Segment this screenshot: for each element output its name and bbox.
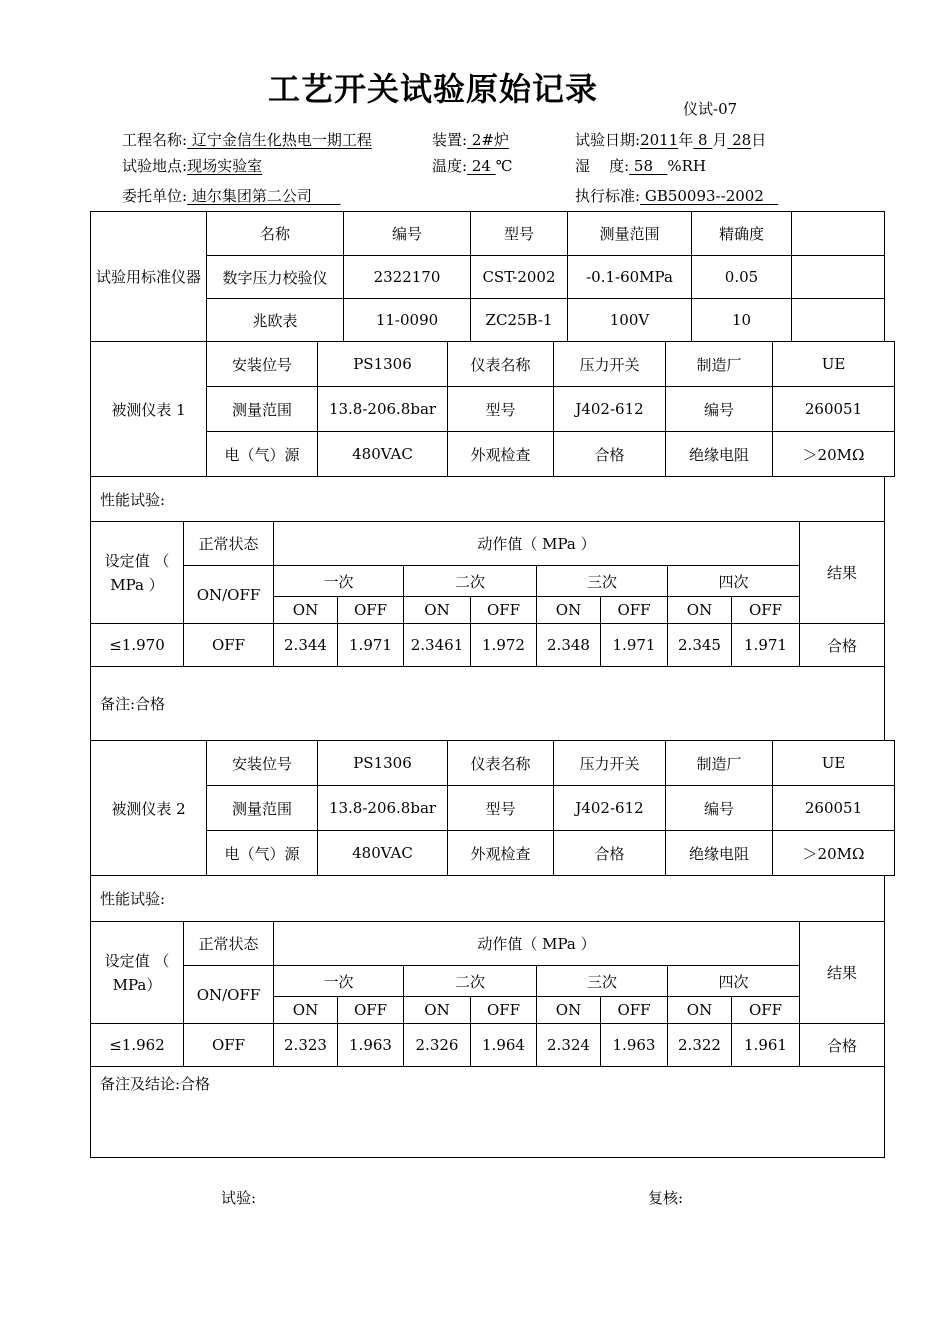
meter1-cell: 编号 [666,387,773,432]
meter2-trial-3: 三次 [537,966,668,997]
meter2-result-label: 结果 [800,922,885,1024]
project-value: 辽宁金信生化热电一期工程 [187,131,372,149]
meter2-section-label: 被测仪表 2 [91,741,207,876]
device-label: 装置: [432,131,468,149]
meter1-value: 2.348 [537,624,601,667]
meter2-on-label: ON [537,997,601,1024]
meter1-cell: 绝缘电阻 [666,432,773,477]
meter2-off-label: OFF [471,997,537,1024]
meter2-result: 合格 [800,1024,885,1067]
tester-label: 试验: [221,1189,257,1207]
std-cell: ZC25B-1 [471,299,568,342]
meter1-normal-label: 正常状态 [184,522,274,566]
date-year-unit: 年 [678,131,694,149]
meter2-cell: 电（气）源 [207,831,318,876]
meter2-cell: 260051 [773,786,895,831]
meter1-cell: 安装位号 [207,342,318,387]
client-field [122,185,340,206]
meter2-cell: 安装位号 [207,741,318,786]
meter1-setpoint-label: 设定值 （ MPa ） [91,522,184,624]
std-cell: 数字压力校验仪 [207,256,344,299]
meter1-trial-3: 三次 [537,566,668,597]
date-month: 8 [693,131,713,149]
meter1-cell: 260051 [773,387,895,432]
client-label: 委托单位: [122,187,188,205]
meter2-trial-4: 四次 [668,966,800,997]
meter2-cell: 编号 [666,786,773,831]
meter2-cell: 型号 [448,786,554,831]
meter2-cell: ＞20MΩ [773,831,895,876]
meter1-result-label: 结果 [800,522,885,624]
meter2-off-label: OFF [601,997,668,1024]
temp-value: 24 [467,157,496,175]
meter2-onoff-label: ON/OFF [184,966,274,1024]
form-code: 仪试-07 [683,100,738,118]
meter1-normal: OFF [184,624,274,667]
meter1-value: 1.971 [601,624,668,667]
std-header-range: 测量范围 [568,212,692,256]
meter1-off-label: OFF [338,597,404,624]
meter2-value: 1.964 [471,1024,537,1067]
std-header-blank [792,212,885,256]
meter2-value: 2.323 [274,1024,338,1067]
meter1-section-label: 被测仪表 1 [91,342,207,477]
temp-unit: ℃ [495,157,513,175]
project-field [122,129,372,150]
meter2-off-label: OFF [338,997,404,1024]
meter2-remark: 备注及结论:合格 [91,1067,885,1158]
meter1-cell: 电（气）源 [207,432,318,477]
meter1-cell: 型号 [448,387,554,432]
std-header-model: 型号 [471,212,568,256]
meter2-perf-table [90,875,885,1158]
std-header-serial: 编号 [344,212,471,256]
meter2-value: 1.963 [338,1024,404,1067]
device-field [432,129,509,150]
meter2-cell: 480VAC [318,831,448,876]
meter1-off-label: OFF [601,597,668,624]
page-title: 工艺开关试验原始记录 [268,70,599,108]
standard-value: GB50093--2002 [640,187,779,205]
meter1-value: 1.972 [471,624,537,667]
std-section-label: 试验用标准仪器 [91,212,207,342]
meter1-cell: 480VAC [318,432,448,477]
humidity-unit: %RH [667,157,706,175]
meter1-on-label: ON [274,597,338,624]
meter2-off-label: OFF [732,997,800,1024]
meter1-onoff-label: ON/OFF [184,566,274,624]
meter1-cell: PS1306 [318,342,448,387]
meter2-value: 2.326 [404,1024,471,1067]
meter1-cell: 13.8-206.8bar [318,387,448,432]
meter2-cell: J402-612 [554,786,666,831]
date-year: 2011 [640,131,679,149]
reviewer-label: 复核: [648,1189,684,1207]
date-month-unit: 月 [712,131,728,149]
humidity-label: 湿 度: [575,157,630,175]
meter2-cell: 制造厂 [666,741,773,786]
meter1-trial-4: 四次 [668,566,800,597]
site-field [122,155,262,176]
meter1-value: 1.971 [338,624,404,667]
std-cell: -0.1-60MPa [568,256,692,299]
meter1-cell: 仪表名称 [448,342,554,387]
meter1-info-table [90,341,895,477]
meter2-normal: OFF [184,1024,274,1067]
std-cell: 11-0090 [344,299,471,342]
meter2-cell: 压力开关 [554,741,666,786]
std-cell: 2322170 [344,256,471,299]
meter2-on-label: ON [668,997,732,1024]
std-cell: 兆欧表 [207,299,344,342]
meter2-value: 1.961 [732,1024,800,1067]
meter1-cell: 制造厂 [666,342,773,387]
meter2-cell: PS1306 [318,741,448,786]
meter1-cell: ＞20MΩ [773,432,895,477]
meter2-on-label: ON [274,997,338,1024]
std-cell: CST-2002 [471,256,568,299]
meter2-cell: 仪表名称 [448,741,554,786]
meter1-setpoint: ≤1.970 [91,624,184,667]
meter2-info-table [90,740,895,876]
date-day-unit: 日 [751,131,767,149]
meter2-setpoint: ≤1.962 [91,1024,184,1067]
std-cell: 10 [692,299,792,342]
meter1-trial-2: 二次 [404,566,537,597]
site-label: 试验地点: [122,157,188,175]
meter1-trial-1: 一次 [274,566,404,597]
meter1-cell: 压力开关 [554,342,666,387]
meter1-value: 2.345 [668,624,732,667]
meter1-cell: 外观检查 [448,432,554,477]
meter1-off-label: OFF [471,597,537,624]
meter2-value: 1.963 [601,1024,668,1067]
meter1-on-label: ON [404,597,471,624]
meter2-value: 2.324 [537,1024,601,1067]
std-cell: 100V [568,299,692,342]
date-day: 28 [727,131,752,149]
device-value: 2#炉 [467,131,509,149]
meter1-action-label: 动作值（ MPa ） [274,522,800,566]
meter2-cell: 13.8-206.8bar [318,786,448,831]
meter1-on-label: ON [668,597,732,624]
meter1-value: 2.344 [274,624,338,667]
meter1-value: 1.971 [732,624,800,667]
client-value: 迪尔集团第二公司 [187,187,341,205]
meter1-cell: 测量范围 [207,387,318,432]
meter1-cell: 合格 [554,432,666,477]
site-value: 现场实验室 [187,157,263,175]
meter1-off-label: OFF [732,597,800,624]
meter2-action-label: 动作值（ MPa ） [274,922,800,966]
meter2-trial-1: 一次 [274,966,404,997]
meter1-on-label: ON [537,597,601,624]
std-cell [792,299,885,342]
standard-field [575,185,778,206]
temp-label: 温度: [432,157,468,175]
meter1-value: 2.3461 [404,624,471,667]
meter2-perf-label: 性能试验: [91,876,885,922]
temp-field [432,155,512,176]
meter1-perf-label: 性能试验: [91,477,885,522]
meter2-cell: 绝缘电阻 [666,831,773,876]
meter2-cell: UE [773,741,895,786]
std-header-accuracy: 精确度 [692,212,792,256]
humidity-field [575,155,706,176]
standard-label: 执行标准: [575,187,641,205]
meter2-cell: 合格 [554,831,666,876]
date-label: 试验日期: [575,131,641,149]
meter2-normal-label: 正常状态 [184,922,274,966]
std-instruments-table [90,211,885,342]
meter2-on-label: ON [404,997,471,1024]
std-header-name: 名称 [207,212,344,256]
meter1-remark: 备注:合格 [91,667,885,741]
meter2-setpoint-label: 设定值 （ MPa） [91,922,184,1024]
meter1-cell: J402-612 [554,387,666,432]
humidity-value: 58 [629,157,668,175]
meter1-result: 合格 [800,624,885,667]
meter2-cell: 测量范围 [207,786,318,831]
date-field [575,129,766,150]
project-label: 工程名称: [122,131,188,149]
meter1-cell: UE [773,342,895,387]
std-cell [792,256,885,299]
meter1-perf-table [90,476,885,741]
meter2-cell: 外观检查 [448,831,554,876]
meter2-trial-2: 二次 [404,966,537,997]
meter2-value: 2.322 [668,1024,732,1067]
std-cell: 0.05 [692,256,792,299]
